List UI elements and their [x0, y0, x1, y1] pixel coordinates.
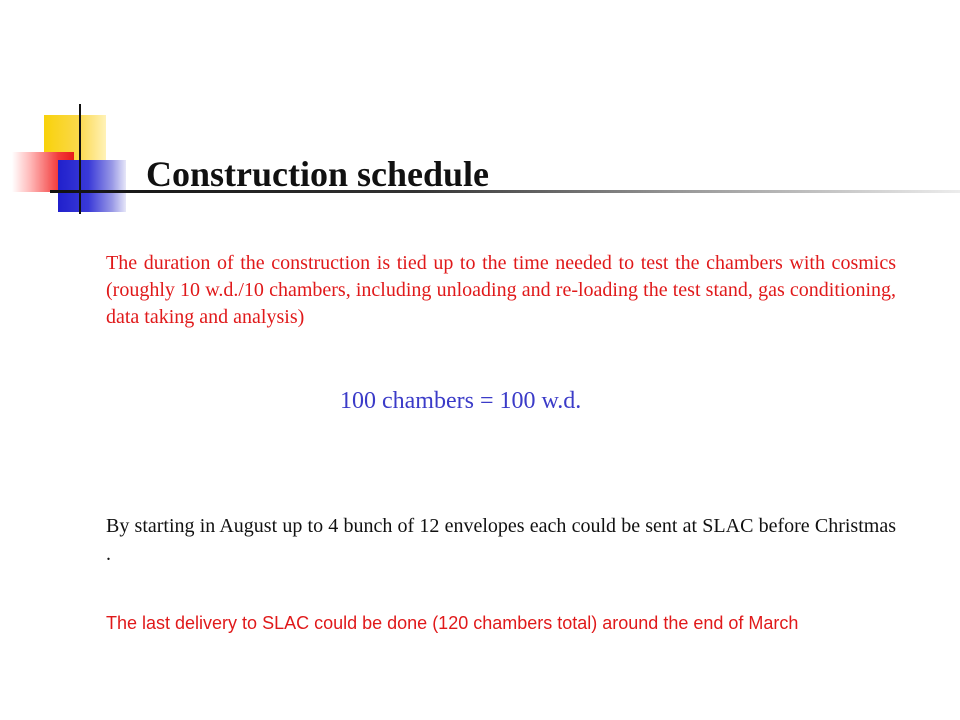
- logo-blue-block: [58, 160, 126, 212]
- slide-title: Construction schedule: [146, 154, 490, 194]
- paragraph-august-shipping: By starting in August up to 4 bunch of 12 envelopes each could be sent at SLAC before Christmas .: [106, 515, 896, 565]
- logo-vertical-line: [79, 104, 81, 214]
- paragraph-duration: The duration of the construction is tied up to the time needed to test the chambers with cosmics (roughly 10 w.d./10 chambers, including unloading and re-loading the test stand, gas conditioning, data taking and analysis): [106, 252, 896, 328]
- paragraph-last-delivery: The last delivery to SLAC could be done (120 chambers total) around the end of March: [106, 613, 799, 633]
- highlight-chambers-equation: 100 chambers = 100 w.d.: [340, 388, 582, 414]
